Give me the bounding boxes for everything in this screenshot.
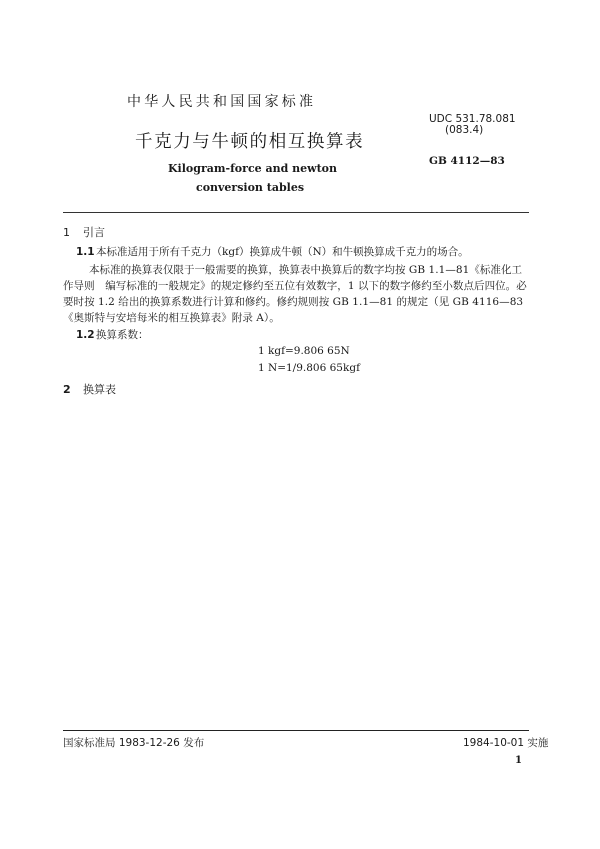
section-number: 2: [63, 383, 71, 396]
section-1-heading: [63, 224, 105, 240]
section-number: 1: [63, 226, 70, 239]
national-standard-heading: 中华人民共和国国家标准: [127, 94, 317, 110]
header-divider: [63, 212, 529, 213]
issue-date: 国家标准局 1983-12-26 发布: [63, 737, 205, 749]
conversion-formula-kgf: 1 kgf=9.806 65N: [258, 345, 350, 357]
document-title-cn: 千克力与牛顿的相互换算表: [135, 132, 365, 152]
footer-divider: [63, 730, 529, 731]
section-title: 引言: [83, 226, 105, 239]
standard-number: GB 4112—83: [429, 155, 505, 167]
clause-number: 1.1: [76, 246, 95, 258]
clause-number: 1.2: [76, 329, 95, 341]
document-title-en-line2: conversion tables: [196, 181, 305, 194]
udc-code: UDC 531.78.081: [429, 113, 516, 125]
body-paragraph: 本标准的换算表仅限于一般需要的换算，换算表中换算后的数字均按 GB 1.1—81《标准化工作导则 编写标准的一般规定》的规定修约至五位有效数字，1 以下的数字修约至小数点后四位。必要时按 1.2 给出的换算系数进行计算和修约。修约规则按 GB 1.1—81 的规定（见 GB 4116—83《奥斯特与安培每米的相互换算表》附录 A）。: [63, 264, 527, 324]
section-2-heading: [63, 381, 116, 397]
effective-date: 1984-10-01 实施: [463, 737, 549, 749]
udc-code-sub: (083.4): [445, 124, 484, 136]
clause-1-2: [76, 327, 149, 343]
clause-text: 换算系数：: [96, 329, 149, 341]
page-number: 1: [515, 755, 522, 766]
document-title-en-line1: Kilogram-force and newton: [168, 162, 337, 175]
clause-1-1: [76, 244, 469, 260]
clause-text: 本标准适用于所有千克力（kgf）换算成牛顿（N）和牛顿换算成千克力的场合。: [96, 246, 469, 258]
conversion-formula-n: 1 N=1/9.806 65kgf: [258, 362, 360, 374]
section-title: 换算表: [83, 383, 116, 396]
